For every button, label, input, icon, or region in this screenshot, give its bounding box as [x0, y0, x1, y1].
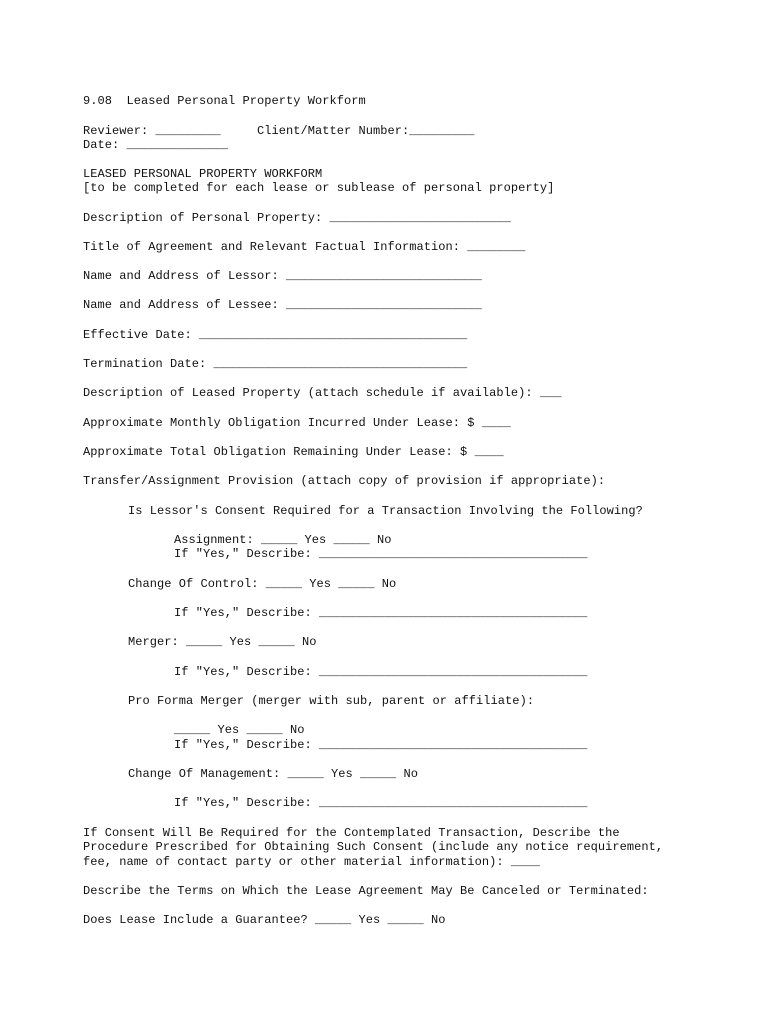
reviewer-line: Reviewer: _________ Client/Matter Number:_________	[83, 124, 475, 138]
description-field: Description of Personal Property: _________________________	[83, 211, 511, 225]
section-heading: 9.08 Leased Personal Property Workform	[83, 94, 366, 108]
transfer-provision-field: Transfer/Assignment Provision (attach copy of provision if appropriate):	[83, 474, 606, 488]
change-of-control-line: Change Of Control: _____ Yes _____ No	[128, 577, 397, 591]
pro-forma-line: Pro Forma Merger (merger with sub, parent or affiliate):	[128, 694, 535, 708]
change-of-control-describe: If "Yes," Describe: _____________________________________	[174, 606, 588, 620]
date-line: Date: ______________	[83, 138, 229, 152]
leased-property-field: Description of Leased Property (attach schedule if available): ___	[83, 386, 562, 400]
pro-forma-yes-no: _____ Yes _____ No	[174, 723, 305, 737]
title-agreement-field: Title of Agreement and Relevant Factual Information: ________	[83, 240, 526, 254]
consent-question: Is Lessor's Consent Required for a Transaction Involving the Following?	[128, 504, 643, 518]
change-of-management-line: Change Of Management: _____ Yes _____ No	[128, 767, 419, 781]
monthly-obligation-field: Approximate Monthly Obligation Incurred Under Lease: $ ____	[83, 416, 511, 430]
total-obligation-field: Approximate Total Obligation Remaining Under Lease: $ ____	[83, 445, 504, 459]
consent-procedure-line-3: fee, name of contact party or other material information): ____	[83, 855, 540, 869]
assignment-describe: If "Yes," Describe: _____________________________________	[174, 547, 588, 561]
lessee-field: Name and Address of Lessee: ___________________________	[83, 298, 482, 312]
consent-procedure-line-2: Procedure Prescribed for Obtaining Such Consent (include any notice requirement,	[83, 840, 664, 854]
guarantee-line: Does Lease Include a Guarantee? _____ Yes _____ No	[83, 913, 446, 927]
lessor-field: Name and Address of Lessor: ___________________________	[83, 269, 482, 283]
merger-describe: If "Yes," Describe: _____________________________________	[174, 665, 588, 679]
effective-date-field: Effective Date: _____________________________________	[83, 328, 468, 342]
consent-procedure-line-1: If Consent Will Be Required for the Contemplated Transaction, Describe the	[83, 826, 620, 840]
pro-forma-describe: If "Yes," Describe: _____________________________________	[174, 738, 588, 752]
termination-date-field: Termination Date: ___________________________________	[83, 357, 468, 371]
termination-terms: Describe the Terms on Which the Lease Agreement May Be Canceled or Terminated:	[83, 884, 649, 898]
merger-line: Merger: _____ Yes _____ No	[128, 635, 317, 649]
assignment-line: Assignment: _____ Yes _____ No	[174, 533, 392, 547]
form-subtitle: [to be completed for each lease or sublease of personal property]	[83, 181, 555, 195]
change-of-management-describe: If "Yes," Describe: _____________________________________	[174, 796, 588, 810]
form-title: LEASED PERSONAL PROPERTY WORKFORM	[83, 167, 323, 181]
